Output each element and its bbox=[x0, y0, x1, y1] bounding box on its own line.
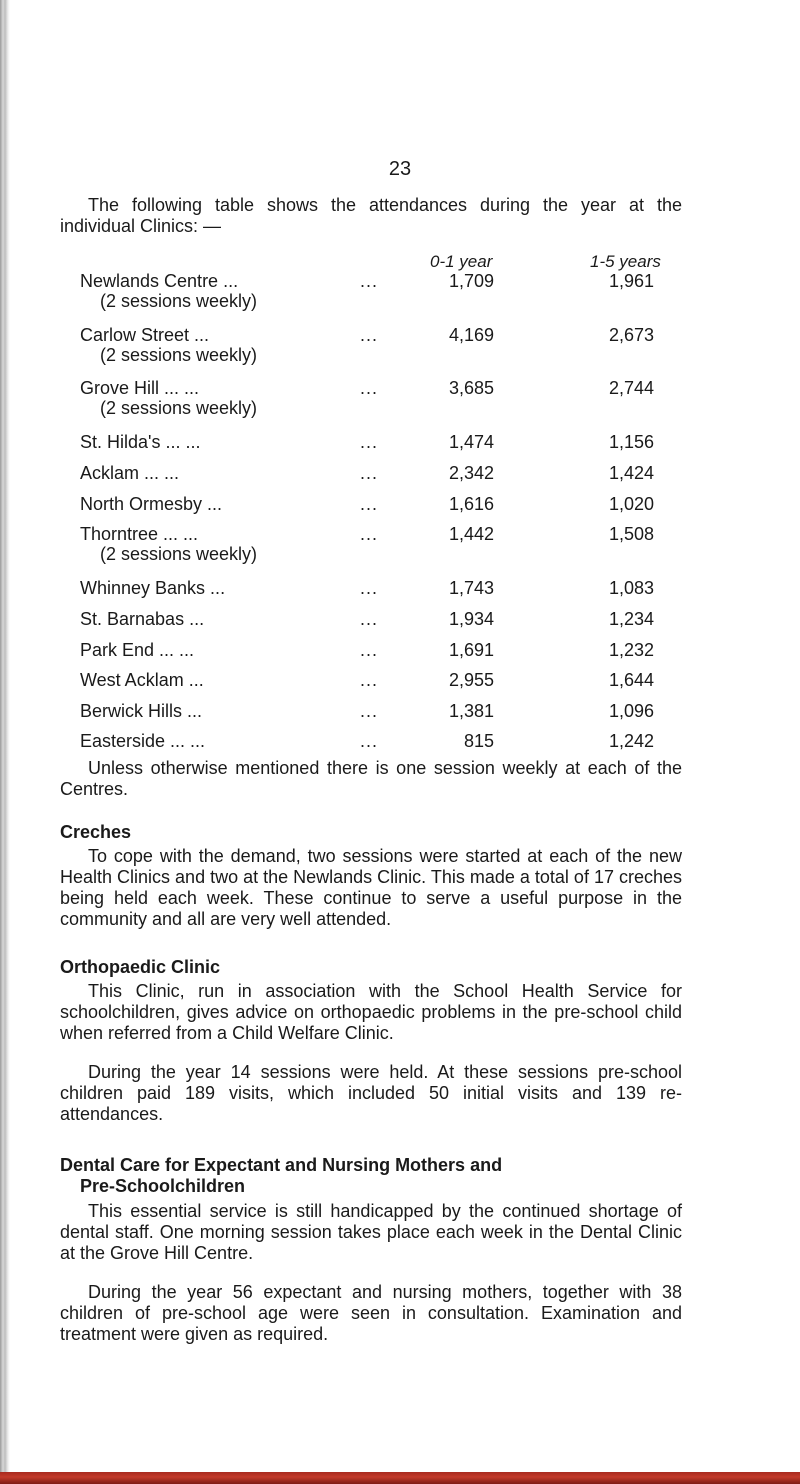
attendance-0-1-year: 815 bbox=[463, 731, 494, 751]
attendance-0-1-year: 1,616 bbox=[448, 494, 494, 514]
dental-paragraph-2: During the year 56 expectant and nursing mothers, together with 38 children of pre-school age were seen in consultation. Examination and treatment were given as required. bbox=[60, 1282, 682, 1344]
sessions-note-paragraph: Unless otherwise mentioned there is one session weekly at each of the Centres. bbox=[60, 758, 682, 799]
attendance-0-1-year: 1,442 bbox=[448, 524, 494, 544]
clinic-sessions-note: (2 sessions weekly) bbox=[100, 345, 258, 365]
section-heading-dental-line2: Pre-Schoolchildren bbox=[80, 1176, 246, 1196]
clinic-name: St. Barnabas ... bbox=[80, 609, 205, 629]
attendance-1-5-years: 1,242 bbox=[608, 731, 654, 751]
attendance-1-5-years: 1,083 bbox=[608, 578, 654, 598]
attendance-0-1-year: 1,381 bbox=[448, 701, 494, 721]
attendance-1-5-years: 1,508 bbox=[608, 524, 654, 544]
attendance-0-1-year: 2,342 bbox=[448, 463, 494, 483]
leader-dots: ... bbox=[360, 701, 379, 721]
clinic-name: Grove Hill ... ... bbox=[80, 378, 200, 398]
clinic-sessions-note: (2 sessions weekly) bbox=[100, 398, 258, 418]
attendance-0-1-year: 1,743 bbox=[448, 578, 494, 598]
clinic-name: West Acklam ... bbox=[80, 670, 204, 690]
attendance-1-5-years: 1,961 bbox=[608, 271, 654, 291]
attendance-1-5-years: 2,744 bbox=[608, 378, 654, 398]
column-header-1-5-years: 1-5 years bbox=[590, 252, 661, 271]
attendance-0-1-year: 4,169 bbox=[448, 325, 494, 345]
attendance-1-5-years: 1,096 bbox=[608, 701, 654, 721]
attendance-0-1-year: 1,474 bbox=[448, 432, 494, 452]
table-row bbox=[0, 378, 800, 422]
attendance-1-5-years: 1,424 bbox=[608, 463, 654, 483]
attendance-0-1-year: 2,955 bbox=[448, 670, 494, 690]
orthopaedic-paragraph-1: This Clinic, run in association with the School Health Service for schoolchildren, gives advice on orthopaedic problems in the pre-school child when referred from a Child Welfare Clinic. bbox=[60, 981, 682, 1043]
leader-dots: ... bbox=[360, 463, 379, 483]
clinic-name: North Ormesby ... bbox=[80, 494, 223, 514]
section-heading-dental: Dental Care for Expectant and Nursing Mothers and bbox=[60, 1155, 503, 1175]
leader-dots: ... bbox=[360, 609, 379, 629]
page-bottom-strip bbox=[0, 1472, 800, 1484]
attendance-1-5-years: 1,644 bbox=[608, 670, 654, 690]
clinic-name: Thorntree ... ... bbox=[80, 524, 199, 544]
leader-dots: ... bbox=[360, 731, 379, 751]
attendance-1-5-years: 2,673 bbox=[608, 325, 654, 345]
leader-dots: ... bbox=[360, 640, 379, 660]
clinic-name: St. Hilda's ... ... bbox=[80, 432, 201, 452]
attendance-0-1-year: 1,691 bbox=[448, 640, 494, 660]
clinic-name: Acklam ... ... bbox=[80, 463, 180, 483]
dental-paragraph-1: This essential service is still handicapped by the continued shortage of dental staff. One morning session takes place each week in the Dental Clinic at the Grove Hill Centre. bbox=[60, 1201, 682, 1263]
table-row bbox=[0, 524, 800, 568]
leader-dots: ... bbox=[360, 325, 379, 345]
section-heading-orthopaedic: Orthopaedic Clinic bbox=[60, 957, 221, 977]
clinic-name: Carlow Street ... bbox=[80, 325, 210, 345]
leader-dots: ... bbox=[360, 378, 379, 398]
leader-dots: ... bbox=[360, 432, 379, 452]
leader-dots: ... bbox=[360, 494, 379, 514]
clinic-sessions-note: (2 sessions weekly) bbox=[100, 291, 258, 311]
attendance-0-1-year: 1,934 bbox=[448, 609, 494, 629]
creches-paragraph: To cope with the demand, two sessions were started at each of the new Health Clinics and two at the Newlands Clinic. This made a total of 17 creches being held each week. These continue to serve a useful purpose in the community and all are very well attended. bbox=[60, 846, 682, 929]
leader-dots: ... bbox=[360, 271, 379, 291]
clinic-sessions-note: (2 sessions weekly) bbox=[100, 544, 258, 564]
attendance-1-5-years: 1,020 bbox=[608, 494, 654, 514]
orthopaedic-paragraph-2: During the year 14 sessions were held. At these sessions pre-school children paid 189 visits, which included 50 initial visits and 139 re-attendances. bbox=[60, 1062, 682, 1124]
clinic-name: Berwick Hills ... bbox=[80, 701, 203, 721]
clinic-name: Easterside ... ... bbox=[80, 731, 206, 751]
attendance-0-1-year: 3,685 bbox=[448, 378, 494, 398]
leader-dots: ... bbox=[360, 578, 379, 598]
clinic-name: Park End ... ... bbox=[80, 640, 195, 660]
page-number: 23 bbox=[388, 158, 412, 180]
table-row bbox=[0, 271, 800, 315]
section-heading-creches: Creches bbox=[60, 822, 132, 842]
column-header-0-1-year: 0-1 year bbox=[430, 252, 493, 271]
attendance-1-5-years: 1,234 bbox=[608, 609, 654, 629]
clinic-name: Whinney Banks ... bbox=[80, 578, 226, 598]
leader-dots: ... bbox=[360, 524, 379, 544]
clinic-name: Newlands Centre ... bbox=[80, 271, 239, 291]
attendance-1-5-years: 1,156 bbox=[608, 432, 654, 452]
intro-paragraph: The following table shows the attendances during the year at the individual Clinics: — bbox=[60, 195, 682, 236]
attendance-0-1-year: 1,709 bbox=[448, 271, 494, 291]
leader-dots: ... bbox=[360, 670, 379, 690]
attendance-1-5-years: 1,232 bbox=[608, 640, 654, 660]
table-row bbox=[0, 325, 800, 369]
